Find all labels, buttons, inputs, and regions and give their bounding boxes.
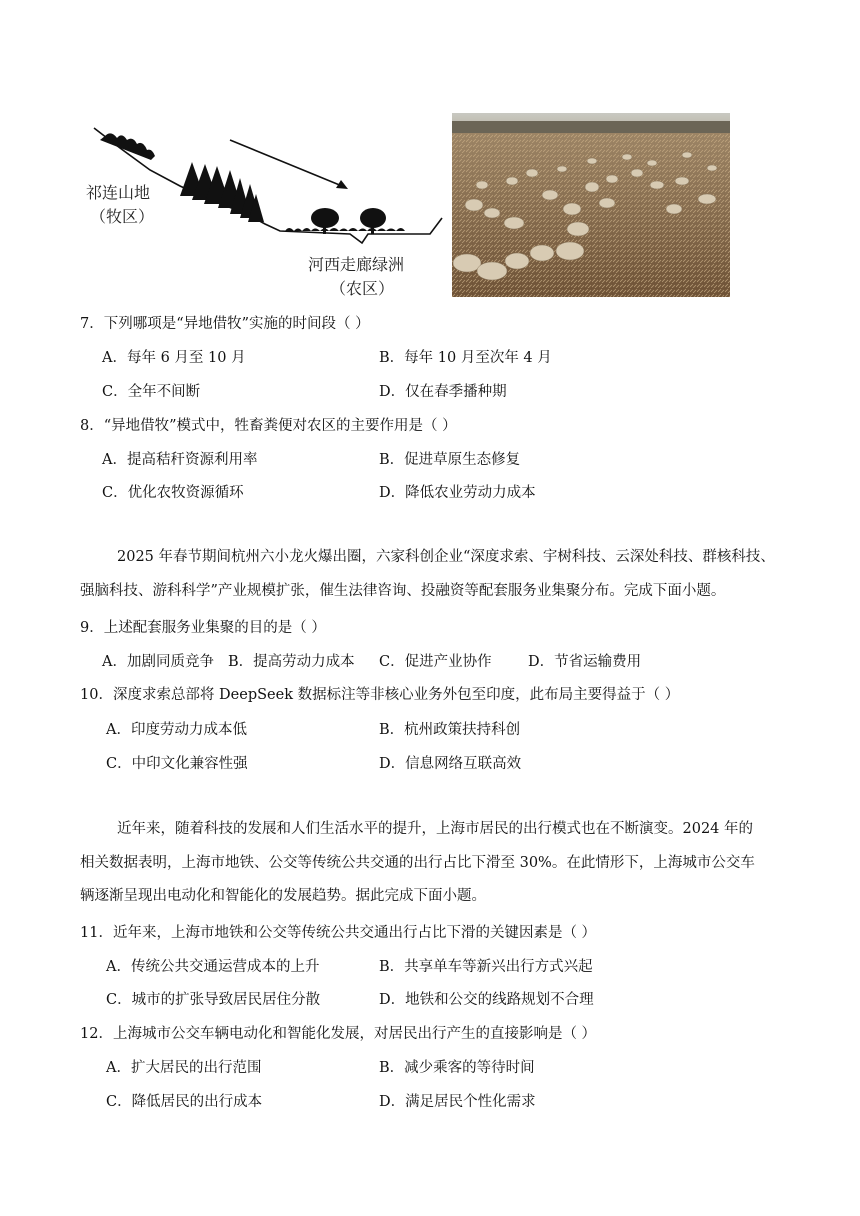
question-8-option-d[interactable]: D．降低农业劳动力成本 bbox=[379, 485, 536, 501]
passage-hangzhou-line-1: 2025 年春节期间杭州六小龙火爆出圈，六家科创企业“深度求索、宇树科技、云深处科技、群核科技、 bbox=[117, 549, 775, 565]
question-11-option-c[interactable]: C．城市的扩张导致居民居住分散 bbox=[106, 992, 321, 1008]
question-11-option-b[interactable]: B．共享单车等新兴出行方式兴起 bbox=[379, 959, 593, 975]
question-10-option-b[interactable]: B．杭州政策扶持科创 bbox=[379, 722, 521, 738]
question-8-option-c[interactable]: C．优化农牧资源循环 bbox=[102, 485, 244, 501]
question-8-option-b[interactable]: B．促进草原生态修复 bbox=[379, 452, 521, 468]
label-oasis: 河西走廊绿洲 bbox=[308, 255, 405, 274]
label-mountain: 祁连山地 bbox=[86, 183, 151, 202]
question-9-option-b[interactable]: B．提高劳动力成本 bbox=[228, 654, 355, 670]
passage-shanghai-line-3: 辆逐渐呈现出电动化和智能化的发展趋势。据此完成下面小题。 bbox=[80, 888, 486, 904]
passage-shanghai bbox=[80, 813, 780, 914]
sheep-field-photo bbox=[452, 113, 730, 297]
question-8-option-a[interactable]: A．提高秸秆资源利用率 bbox=[102, 452, 258, 468]
passage-hangzhou-line-2: 强脑科技、游科科学”产业规模扩张，催生法律咨询、投融资等配套服务业集聚分布。完成下面小题。 bbox=[80, 582, 726, 599]
question-12-option-d[interactable]: D．满足居民个性化需求 bbox=[379, 1094, 536, 1110]
conifer-trees bbox=[180, 162, 264, 222]
question-11-stem: 11．近年来，上海市地铁和公交等传统公共交通出行占比下滑的关键因素是（ ） bbox=[80, 925, 597, 941]
question-9-option-d[interactable]: D．节省运输费用 bbox=[528, 654, 642, 670]
movement-arrow bbox=[230, 140, 342, 186]
question-9-option-a[interactable]: A．加剧同质竞争 bbox=[102, 654, 214, 670]
question-10-option-d[interactable]: D．信息网络互联高效 bbox=[379, 756, 522, 772]
question-7-option-d[interactable]: D．仅在春季播种期 bbox=[379, 384, 507, 400]
question-10-stem: 10．深度求索总部将 DeepSeek 数据标注等非核心业务外包至印度，此布局主要得益于（ ） bbox=[80, 687, 680, 703]
question-10-option-a[interactable]: A．印度劳动力成本低 bbox=[106, 722, 247, 738]
passage-shanghai-line-2: 相关数据表明，上海市地铁、公交等传统公共交通的出行占比下滑至 30%。在此情形下，上海城市公交车 bbox=[80, 854, 755, 871]
question-7-option-b[interactable]: B．每年 10 月至次年 4 月 bbox=[379, 350, 552, 366]
shrubs-lower bbox=[285, 228, 405, 231]
question-9-option-c[interactable]: C．促进产业协作 bbox=[379, 654, 492, 670]
passage-shanghai-line-1: 近年来，随着科技的发展和人们生活水平的提升，上海市居民的出行模式也在不断演变。2024 年的 bbox=[117, 821, 754, 837]
question-8-stem: 8．“异地借牧”模式中，牲畜粪便对农区的主要作用是（ ） bbox=[80, 418, 457, 434]
question-7-stem: 7．下列哪项是“异地借牧”实施的时间段（ ） bbox=[80, 316, 370, 332]
question-12-option-c[interactable]: C．降低居民的出行成本 bbox=[106, 1094, 263, 1110]
question-10-option-c[interactable]: C．中印文化兼容性强 bbox=[106, 756, 248, 772]
shrubs-upper bbox=[100, 133, 155, 160]
question-9-stem: 9．上述配套服务业集聚的目的是（ ） bbox=[80, 620, 326, 636]
label-mountain-sub: （牧区） bbox=[90, 207, 155, 226]
question-11-option-d[interactable]: D．地铁和公交的线路规划不合理 bbox=[379, 992, 594, 1008]
question-7-option-c[interactable]: C．全年不间断 bbox=[102, 384, 201, 400]
question-7-option-a[interactable]: A．每年 6 月至 10 月 bbox=[102, 350, 246, 366]
question-11-option-a[interactable]: A．传统公共交通运营成本的上升 bbox=[106, 959, 320, 975]
label-oasis-sub: （农区） bbox=[330, 279, 395, 298]
question-12-option-a[interactable]: A．扩大居民的出行范围 bbox=[106, 1060, 262, 1076]
migration-diagram bbox=[80, 118, 450, 303]
passage-hangzhou bbox=[80, 541, 780, 608]
question-12-stem: 12．上海城市公交车辆电动化和智能化发展，对居民出行产生的直接影响是（ ） bbox=[80, 1026, 597, 1042]
question-12-option-b[interactable]: B．减少乘客的等待时间 bbox=[379, 1060, 535, 1076]
